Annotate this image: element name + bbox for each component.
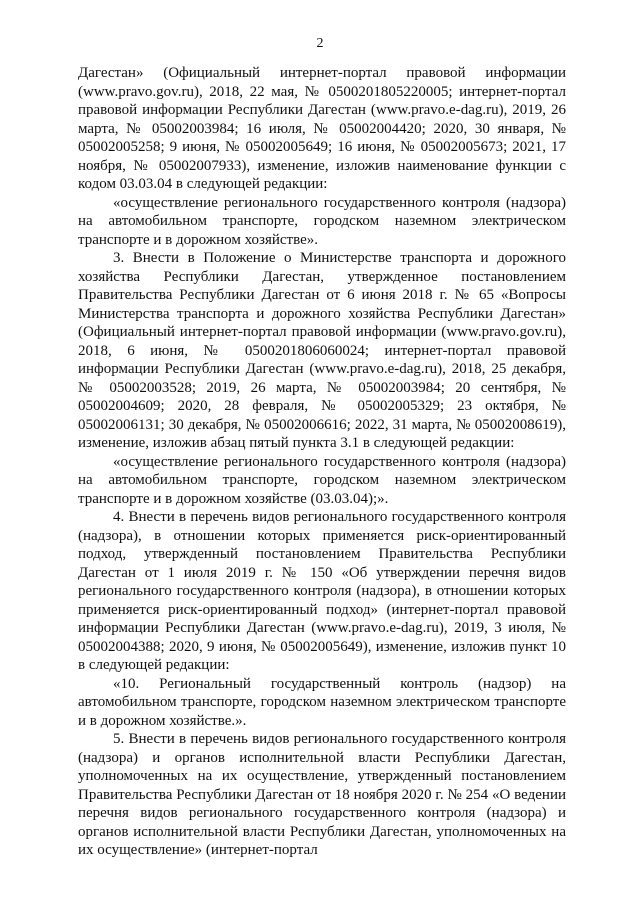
paragraph-quote-item-10: «10. Региональный государственный контроль (надзор) на автомобильном транспорте, городском наземном электрическом транспорте и в дорожном хозяйстве.». [78, 675, 566, 729]
paragraph-item-3: 3. Внести в Положение о Министерстве транспорта и дорожного хозяйства Республики Дагестан, утвержденное постановлением Правительства Республики Дагестан от 6 июня 2018 г. № 65 «Вопросы Министерства транспорта и дорожного хозяйства Республики Дагестан» (Официальный интернет-портал правовой информации (www.pravo.gov.ru), 2018, 6 июня, № 0500201806060024; интернет-портал правовой информации Республики Дагестан (www.pravo.e-dag.ru), 2018, 25 декабря, № 05002003528; 2019, 26 марта, № 05002003984; 20 сентября, № 05002004609; 2020, 28 февраля, № 05002005329; 23 октября, № 05002006131; 30 декабря, № 05002006616; 2022, 31 марта, № 05002008619), изменение, изложив абзац пятый пункта 3.1 в следующей редакции: [78, 250, 566, 451]
document-body [78, 64, 566, 860]
paragraph-quote-function-name: «осуществление регионального государственного контроля (надзора) на автомобильном транспорте, городском наземном электрическом транспорте и в дорожном хозяйстве». [78, 194, 566, 248]
paragraph-continuation: Дагестан» (Официальный интернет-портал правовой информации (www.pravo.gov.ru), 2018, 22 мая, № 0500201805220005; интернет-портал правовой информации Республики Дагестан (www.pravo.e-dag.ru), 2019, 26 марта, № 05002003984; 16 июля, № 05002004420; 2020, 30 января, № 05002005258; 9 июня, № 05002005649; 16 июня, № 05002005673; 2021, 17 ноября, № 05002007933), изменение, изложив наименование функции с кодом 03.03.04 в следующей редакции: [78, 65, 566, 192]
paragraph-item-4: 4. Внести в перечень видов регионального государственного контроля (надзора), в отношении которых применяется риск-ориентированный подход, утвержденный постановлением Правительства Республики Дагестан от 1 июля 2019 г. № 150 «Об утверждении перечня видов регионального государственного контроля (надзора), в отношении которых применяется риск-ориентированный подход» (интернет-портал правовой информации Республики Дагестан (www.pravo.e-dag.ru), 2019, 3 июля, № 05002004388; 2020, 9 июня, № 05002005649), изменение, изложив пункт 10 в следующей редакции: [78, 509, 566, 673]
paragraph-item-5: 5. Внести в перечень видов регионального государственного контроля (надзора) и органов исполнительной власти Республики Дагестан, уполномоченных на их осуществление, утвержденный постановлением Правительства Республики Дагестан от 18 ноября 2020 г. № 254 «О ведении перечня видов регионального государственного контроля (надзора) и органов исполнительной власти Республики Дагестан, уполномоченных на их осуществление» (интернет-портал [78, 731, 566, 858]
paragraph-quote-paragraph-five: «осуществление регионального государственного контроля (надзора) на автомобильном транспорте, городском наземном электрическом транспорте и в дорожном хозяйстве (03.03.04);». [78, 453, 566, 507]
page-number: 2 [316, 36, 324, 51]
